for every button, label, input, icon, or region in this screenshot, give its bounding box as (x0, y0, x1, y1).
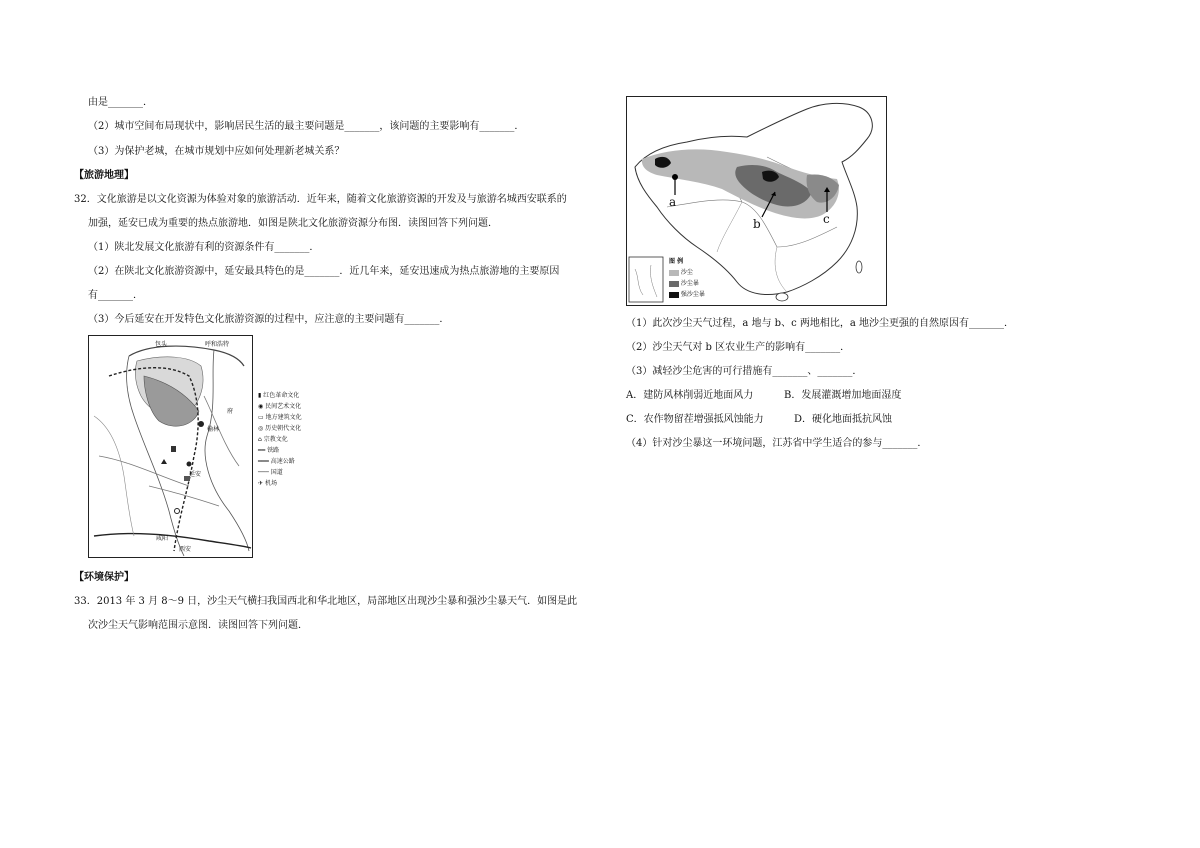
q32-part2-line2: 有_______． (88, 290, 143, 301)
china-map-legend (665, 257, 725, 302)
option-d: D．硬化地面抵抗风蚀 (794, 414, 893, 425)
legend-sandstorm: 沙尘暴 (669, 280, 699, 287)
option-c: C．农作物留茬增强抵风蚀能力 (626, 414, 764, 425)
china-dust-map (626, 96, 887, 306)
legend-local-architecture: ▭ 地方建筑文化 (258, 414, 302, 421)
shaanbei-map-drawing (89, 336, 252, 557)
q33-part2: （2）沙尘天气对 b 区农业生产的影响有_______． (626, 342, 851, 353)
legend-religion: ⌂ 宗教文化 (258, 436, 288, 443)
q31-tail: 由是_______． (88, 97, 153, 108)
q33-intro-line1: 33．2013 年 3 月 8～9 日，沙尘天气横扫我国西北和华北地区，局部地区出现沙尘暴和强沙尘暴天气．如图是此 (74, 596, 578, 607)
legend-national-road: ─── 国道 (258, 469, 283, 476)
legend-historical-dynasty: ◎ 历史朝代文化 (258, 425, 302, 432)
section-env-heading: 【环境保护】 (74, 572, 134, 583)
legend-folk-art: ◉ 民间艺术文化 (258, 403, 302, 410)
q33-part1: （1）此次沙尘天气过程，a 地与 b、c 两地相比，a 地沙尘更强的自然原因有_______． (626, 318, 1015, 329)
label-xianyang: 咸阳 (156, 535, 169, 542)
q32-intro-line2: 加强，延安已成为重要的热点旅游地．如图是陕北文化旅游资源分布图．读图回答下列问题． (88, 218, 498, 229)
legend-red-revolution: ▮ 红色革命文化 (258, 392, 300, 399)
shaanbei-tourism-map (88, 335, 253, 558)
label-yulin: 榆林 (207, 426, 220, 433)
point-label-b: b (753, 217, 761, 231)
legend-dust: 沙尘 (669, 269, 693, 276)
section-tourism-heading: 【旅游地理】 (74, 170, 134, 181)
q32-part1: （1）陕北发展文化旅游有利的资源条件有_______． (88, 242, 320, 253)
legend-airport: ✈ 机场 (258, 480, 277, 487)
label-xian: 西安 (179, 546, 192, 553)
legend-strong-sandstorm: 强沙尘暴 (669, 291, 705, 298)
q32-intro-line1: 32．文化旅游是以文化资源为体验对象的旅游活动．近年来，随着文化旅游资源的开发及与旅游名城西安联系的 (74, 194, 567, 205)
q32-part2-line1: （2）在陕北文化旅游资源中，延安最具特色的是_______．近几年来，延安迅速成为热点旅游地的主要原因 (88, 266, 560, 277)
q33-intro-line2: 次沙尘天气影响范围示意图．读图回答下列问题． (88, 620, 308, 631)
q31-part3: （3）为保护老城，在城市规划中应如何处理新老城关系？ (88, 146, 345, 157)
label-baotou: 包头 (155, 341, 168, 348)
q33-part3: （3）减轻沙尘危害的可行措施有_______、_______． (626, 366, 863, 377)
label-yanan: 延安 (189, 471, 202, 478)
q31-part2: （2）城市空间布局现状中，影响居民生活的最主要问题是_______，该问题的主要影响有_______． (88, 121, 525, 132)
point-label-c: c (823, 212, 830, 226)
q32-part3: （3）今后延安在开发特色文化旅游资源的过程中，应注意的主要问题有_______． (88, 314, 450, 325)
legend-expressway: ═══ 高速公路 (258, 458, 295, 465)
q33-part4: （4）针对沙尘暴这一环境问题，江苏省中学生适合的参与_______． (626, 438, 928, 449)
legend-railway: ━━ 铁路 (258, 447, 280, 454)
shaanbei-legend-panel (258, 392, 338, 492)
legend-title: 图 例 (669, 258, 684, 265)
label-fu: 府 (227, 408, 234, 415)
label-hohhot: 呼和浩特 (205, 341, 230, 348)
option-b: B．发展灌溉增加地面湿度 (784, 390, 902, 401)
point-label-a: a (669, 195, 677, 209)
option-a: A．建防风林削弱近地面风力 (626, 390, 754, 401)
